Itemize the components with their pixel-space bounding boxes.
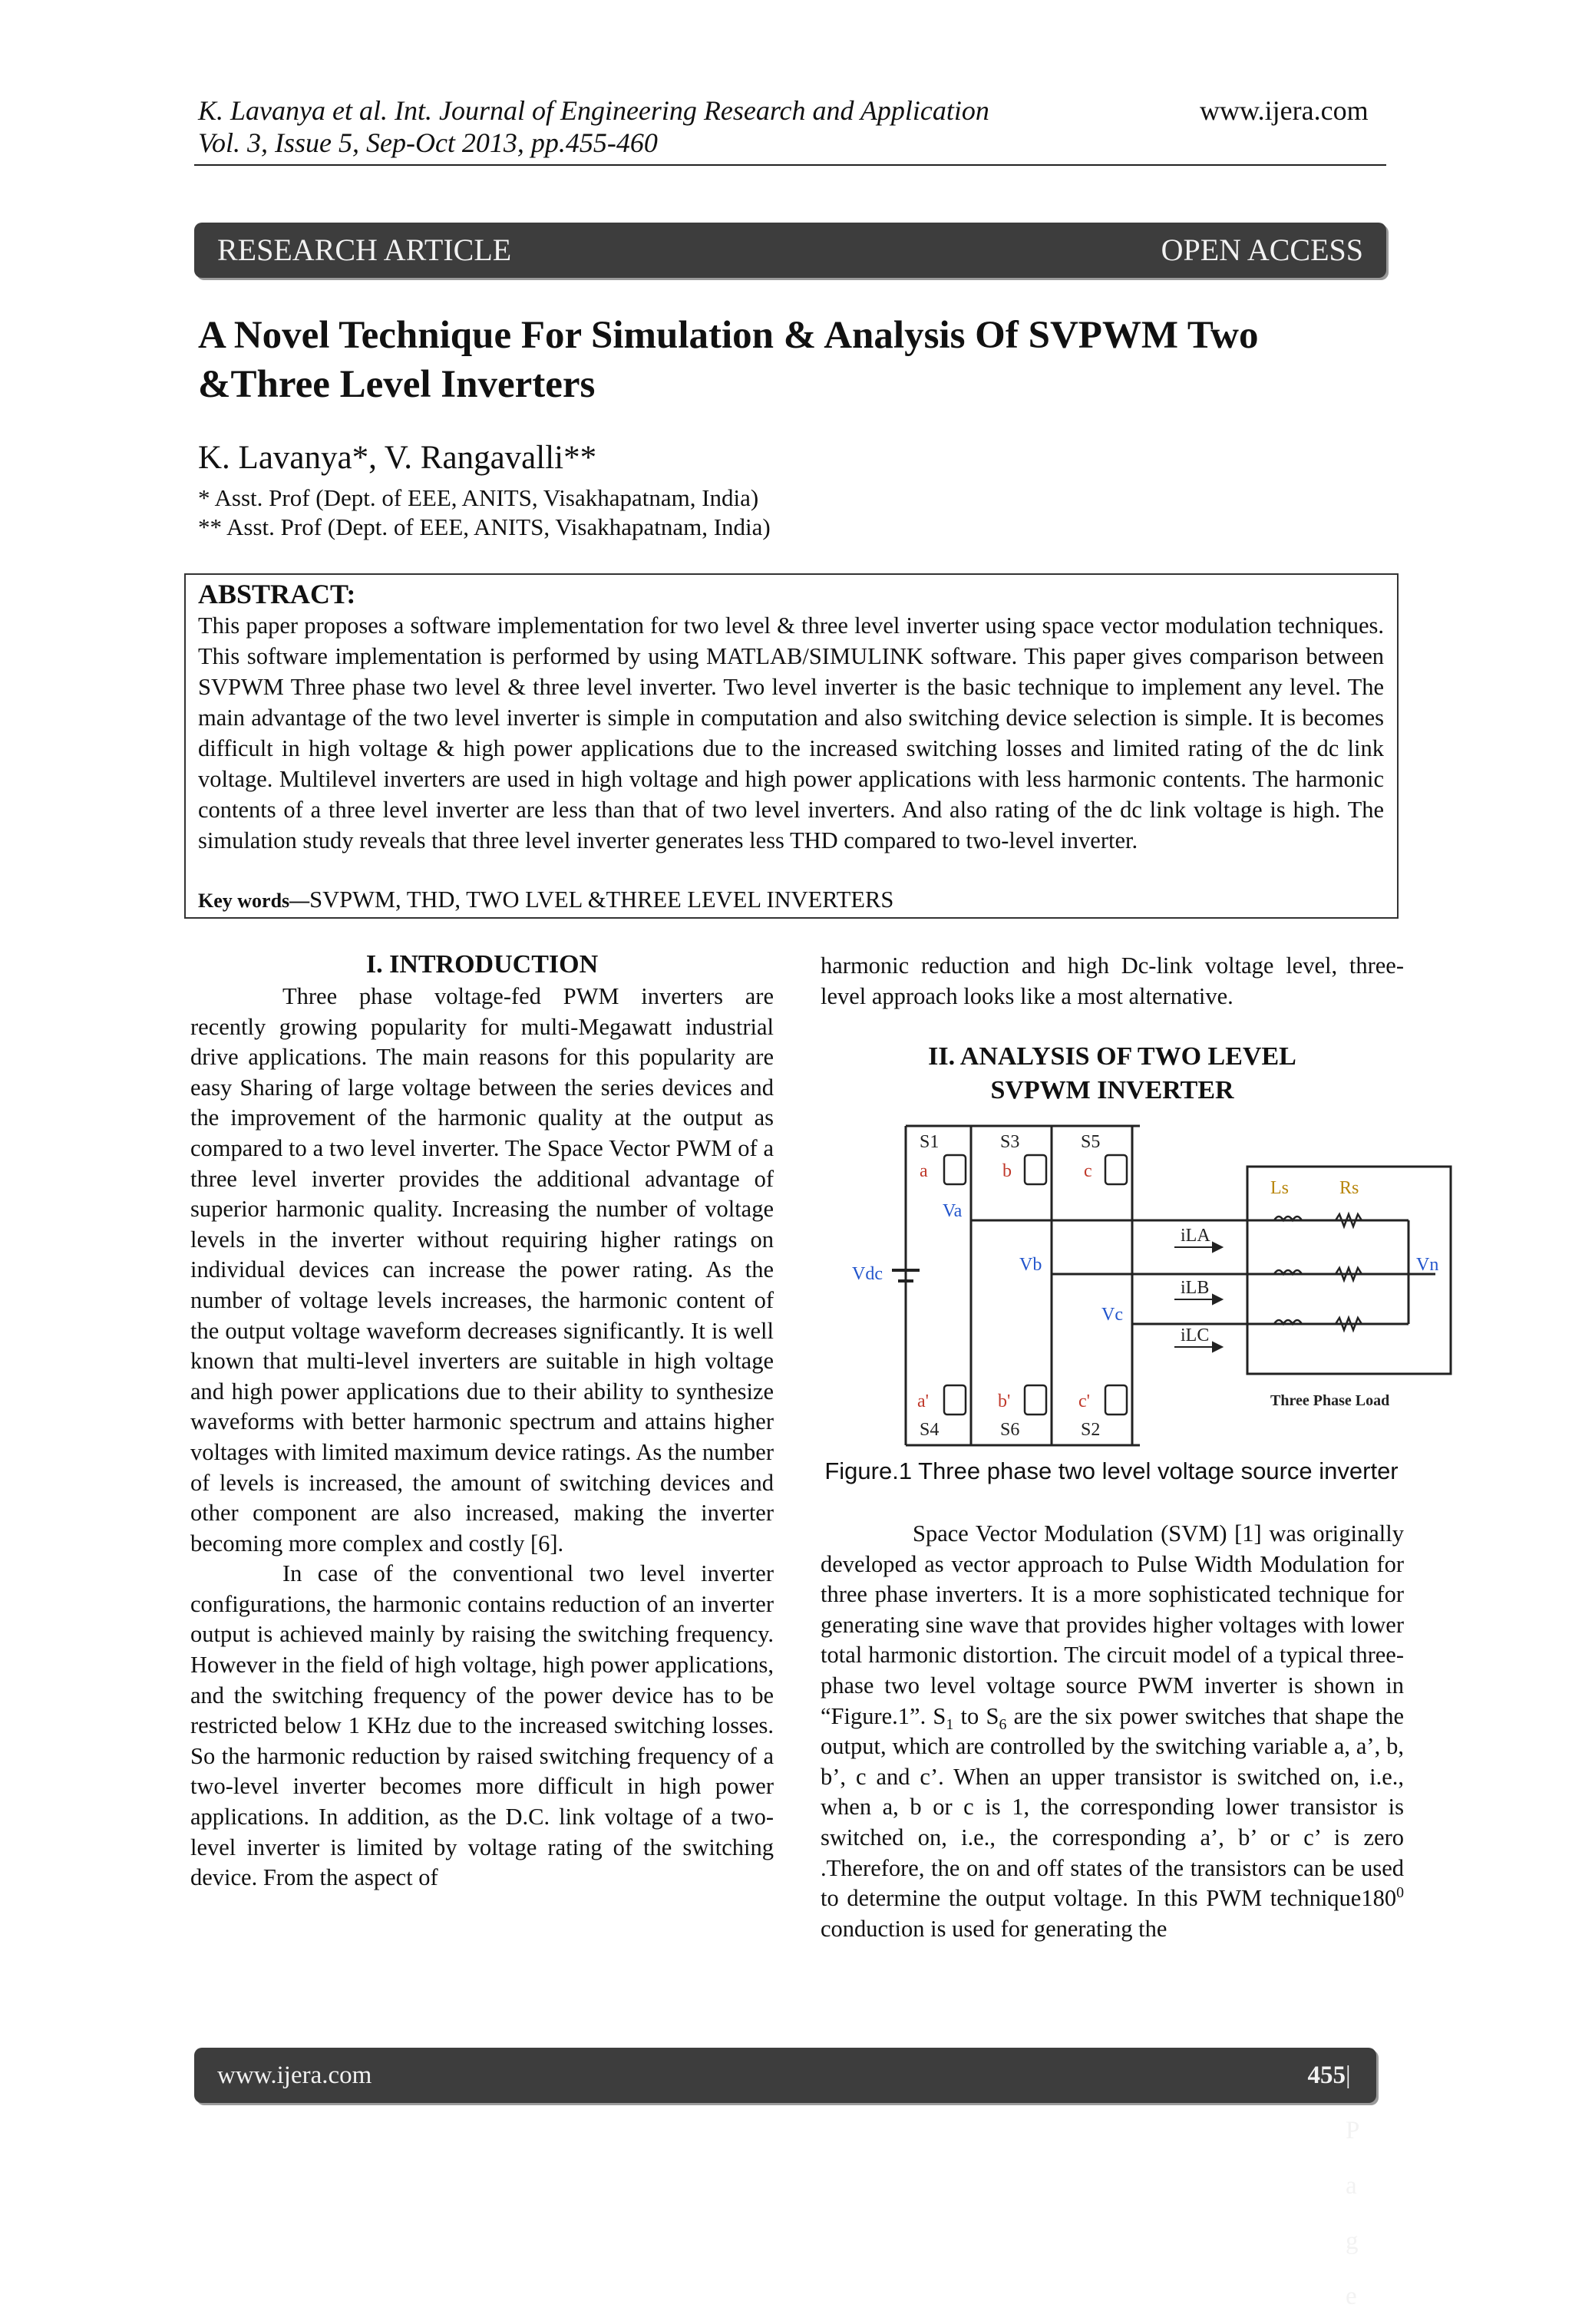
page-number: 455 (1307, 2062, 1346, 2089)
label-va: Va (943, 1201, 963, 1221)
label-ilb: iLB (1181, 1278, 1210, 1298)
label-ila: iLA (1181, 1226, 1210, 1246)
keywords-value: SVPWM, THD, TWO LVEL &THREE LEVEL INVERTERS (309, 886, 894, 913)
paper-title (198, 311, 1395, 409)
figure-1-caption: Figure.1 Three phase two level voltage source inverter (824, 1457, 1399, 1484)
section-2-paragraph: Space Vector Modulation (SVM) [1] was originally developed as vector approach to Pulse Width Modulation for three phase inverters. It is a more sophisticated technique for generating sine wave that provides higher voltages with lower total harmonic distortion. The circuit model of a typical three-phase two level voltage source PWM inverter is shown in “Figure.1”. $S_1$ to $S_6$ are the six power switches that shape the output, which are controlled by the switching variable a, a’, b, b’, c and c’. When an upper transistor is switched on, i.e., when a, b or c is 1, the corresponding lower transistor is switched on, i.e., the corresponding a’, b’ or c’ is zero .Therefore, the on and off states of the transistors can be used to determine the output voltage. In this PWM $technique180^0$ conduction is used for generating the (821, 1520, 1404, 1942)
abstract-text: This paper proposes a software implementation for two level & three level inverter using space vector modulation techniques. This software implementation is performed by using MATLAB/SIMULINK software. This paper gives comparison between SVPWM Three phase two level & three level inverter. Two level inverter is the basic technique to implement any level. The main advantage of the two level inverter is simple in computation and also switching device selection is simple. It is becomes difficult in high voltage & high power applications due to the increased switching losses and limited rating of the dc link voltage. Multilevel inverters are used in high voltage and high power applications with less harmonic contents. The harmonic contents of a three level inverter are less than that of two level inverters. And also rating of the dc link voltage is high. The simulation study reveals that three level inverter generates less THD compared to two-level inverter. (198, 612, 1384, 853)
left-column (190, 982, 774, 1893)
keywords (198, 884, 893, 916)
paper-title-line1: A Novel Technique For Simulation & Analysis Of SVPWM Two (198, 314, 1259, 357)
label-s4: S4 (920, 1420, 940, 1440)
research-article-label: RESEARCH ARTICLE (217, 233, 512, 267)
label-vb: Vb (1019, 1255, 1042, 1275)
header-website: www.ijera.com (1200, 95, 1369, 126)
section-2-heading-line1: II. ANALYSIS OF TWO LEVEL (928, 1042, 1296, 1071)
label-a-prime: a' (917, 1391, 929, 1411)
label-s6: S6 (1000, 1420, 1020, 1440)
footer-website: www.ijera.com (217, 2062, 372, 2089)
label-b: b (1002, 1161, 1012, 1181)
label-s1: S1 (920, 1132, 940, 1152)
label-vc: Vc (1101, 1305, 1123, 1325)
label-c-prime: c' (1078, 1391, 1090, 1411)
label-a: a (920, 1161, 928, 1181)
label-b-prime: b' (998, 1391, 1011, 1411)
label-ilc: iLC (1181, 1325, 1210, 1345)
label-s2: S2 (1081, 1420, 1101, 1440)
article-type-banner (194, 223, 1386, 278)
abstract-heading: ABSTRACT: (198, 579, 356, 609)
section-2-heading (821, 1040, 1404, 1108)
open-access-label: OPEN ACCESS (1161, 233, 1363, 267)
label-s5: S5 (1081, 1132, 1101, 1152)
label-ls: Ls (1270, 1178, 1289, 1198)
intro-paragraph-1: Three phase voltage-fed PWM inverters are recently growing popularity for multi-Megawatt industrial drive applications. The main reasons for this popularity are easy Sharing of large voltage between the series devices and the improvement of the harmonic quality at the output as compared to a two level inverter. The Space Vector PWM of a three level inverter provides the additional advantage of superior harmonic quality. Increasing the number of voltage levels in the inverter without requiring higher ratings on individual devices can increase the power rating. As the number of voltage levels increases, the harmonic content of the output voltage waveform decreases significantly. It is well known that multi-level inverters are suitable in high voltage and high power applications due to their ability to synthesize waveforms with better harmonic spectrum and attains higher voltages with limited maximum device ratings. As the number of levels is increased, the amount of switching devices and other component are also increased, making the inverter becoming more complex and costly [6]. (190, 983, 774, 1556)
label-three-phase-load: Three Phase Load (1270, 1392, 1390, 1409)
label-c: c (1084, 1161, 1092, 1181)
intro-paragraph-3: harmonic reduction and high Dc-link voltage level, three-level approach looks like a most alternative. (821, 952, 1404, 1009)
section-1-heading: I. INTRODUCTION (365, 950, 599, 979)
journal-volume: Vol. 3, Issue 5, Sep-Oct 2013, pp.455-460 (198, 127, 658, 158)
paper-title-line2: &Three Level Inverters (198, 363, 596, 406)
label-vn: Vn (1416, 1255, 1439, 1275)
page-footer (194, 2048, 1376, 2310)
journal-citation: K. Lavanya et al. Int. Journal of Engineering Research and Application (198, 95, 989, 126)
page-number-label: 455 | P a g e (1307, 2062, 1359, 2310)
header-rule (194, 164, 1386, 166)
section-2-heading-line2: SVPWM INVERTER (990, 1076, 1234, 1104)
label-s3: S3 (1000, 1132, 1020, 1152)
affiliation-2: ** Asst. Prof (Dept. of EEE, ANITS, Visakhapatnam, India) (198, 513, 771, 540)
author-names: K. Lavanya*, V. Rangavalli** (198, 440, 597, 476)
label-rs: Rs (1339, 1178, 1359, 1198)
keywords-label: Key words— (198, 890, 310, 912)
affiliation-1: * Asst. Prof (Dept. of EEE, ANITS, Visakhapatnam, India) (198, 484, 759, 511)
intro-paragraph-2: In case of the conventional two level inverter configurations, the harmonic contains reduction of an inverter output is achieved mainly by raising the switching frequency. However in the field of high voltage, high power applications, and the switching frequency of the power device has to be restricted below 1 KHz due to the increased switching losses. So the harmonic reduction by raised switching frequency of a two-level inverter becomes more difficult in high power applications. In addition, as the D.C. link voltage of a two-level inverter is limited by voltage rating of the switching device. From the aspect of (190, 1560, 774, 1891)
label-vdc: Vdc (852, 1264, 883, 1284)
inverter-circuit-diagram (844, 1117, 1458, 1454)
